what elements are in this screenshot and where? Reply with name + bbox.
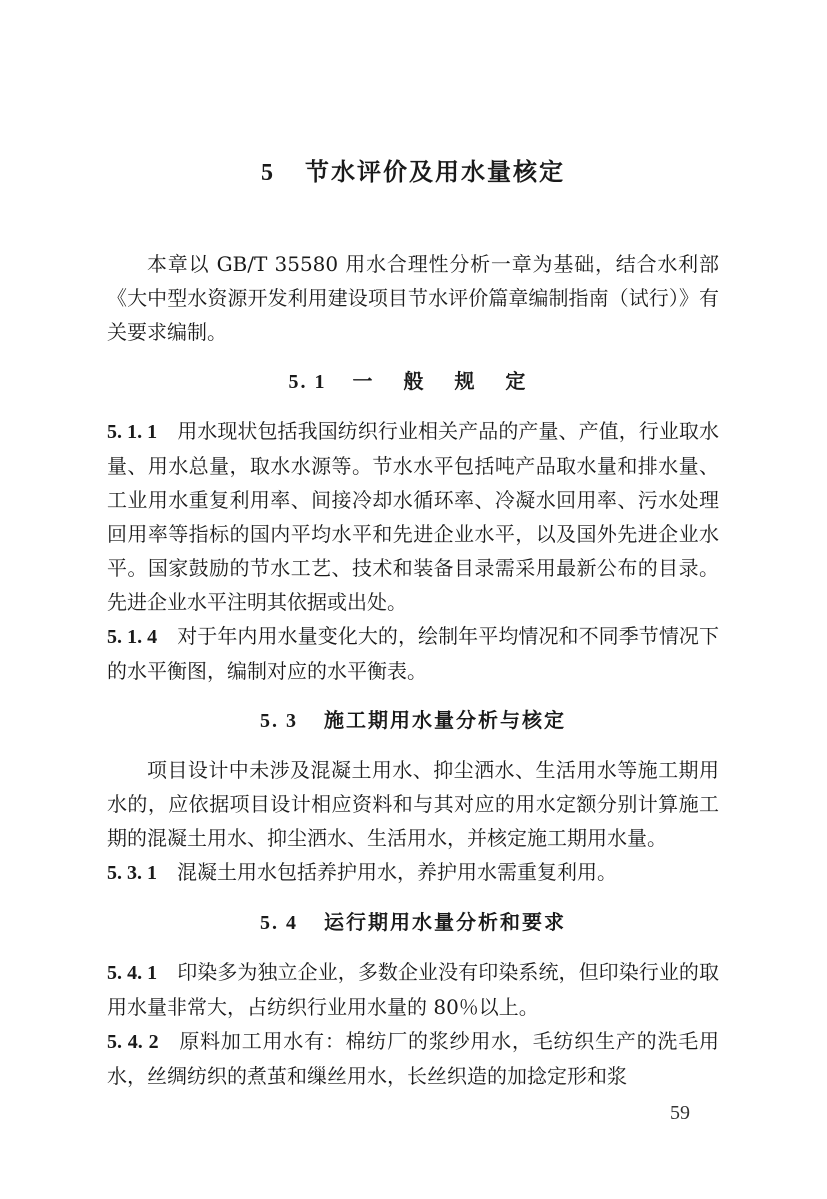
clause-text: 对于年内用水量变化大的，绘制年平均情况和不同季节情况下的水平衡图，编制对应的水平衡表。 <box>107 624 720 683</box>
section-5-3-paragraph: 项目设计中未涉及混凝土用水、抑尘洒水、生活用水等施工期用水的，应依据项目设计相应资料和与其对应的用水定额分别计算施工期的混凝土用水、抑尘洒水、生活用水，并核定施工期用水量。 <box>107 758 719 850</box>
section-number: 5. 4 <box>260 912 298 934</box>
section-title-text: 运行期用水量分析和要求 <box>324 910 566 934</box>
section-number: 5. 3 <box>260 710 298 732</box>
clause-number: 5. 1. 4 <box>107 626 158 648</box>
chapter-title <box>107 150 719 195</box>
clause-text: 印染多为独立企业，多数企业没有印染系统，但印染行业的取用水量非常大，占纺织行业用水量的 80％以上。 <box>107 960 720 1019</box>
chapter-number: 5 <box>261 160 275 186</box>
section-title-text: 一 般 规 定 <box>352 369 538 393</box>
clause-5-4-2 <box>107 1024 719 1093</box>
section-title-text: 施工期用水量分析与核定 <box>324 708 566 732</box>
section-number: 5. 1 <box>288 371 327 393</box>
page-number: 59 <box>670 1102 690 1124</box>
clause-text: 用水现状包括我国纺织行业相关产品的产量、产值，行业取水量、用水总量，取水水源等。节水水平包括吨产品取水量和排水量、工业用水重复利用率、间接冷却水循环率、冷凝水回用率、污水处理回用率等指标的国内平均水平和先进企业水平，以及国外先进企业水平。国家鼓励的节水工艺、技术和装备目录需采用最新公布的目录。先进企业水平注明其依据或出处。 <box>107 419 720 614</box>
clause-5-1-4 <box>107 619 719 688</box>
clause-5-3-1 <box>107 855 719 890</box>
clause-5-4-1 <box>107 955 719 1024</box>
clause-number: 5. 1. 1 <box>107 421 158 443</box>
document-page <box>107 150 719 1093</box>
intro-paragraph: 本章以 GB/T 35580 用水合理性分析一章为基础，结合水利部《大中型水资源开发利用建设项目节水评价篇章编制指南（试行）》有关要求编制。 <box>107 252 719 344</box>
clause-text: 原料加工用水有：棉纺厂的浆纱用水，毛纺织生产的洗毛用水，丝绸纺织的煮茧和缫丝用水，长丝织造的加捻定形和浆 <box>107 1029 720 1088</box>
section-title-5-3 <box>107 703 719 738</box>
clause-number: 5. 3. 1 <box>107 862 157 884</box>
chapter-title-text: 节水评价及用水量核定 <box>305 158 565 186</box>
clause-number: 5. 4. 1 <box>107 962 158 984</box>
section-title-5-4 <box>107 905 719 940</box>
section-title-5-1 <box>107 364 719 399</box>
clause-text: 混凝土用水包括养护用水，养护用水需重复利用。 <box>177 860 617 884</box>
clause-5-1-1 <box>107 414 719 619</box>
clause-number: 5. 4. 2 <box>107 1031 159 1053</box>
